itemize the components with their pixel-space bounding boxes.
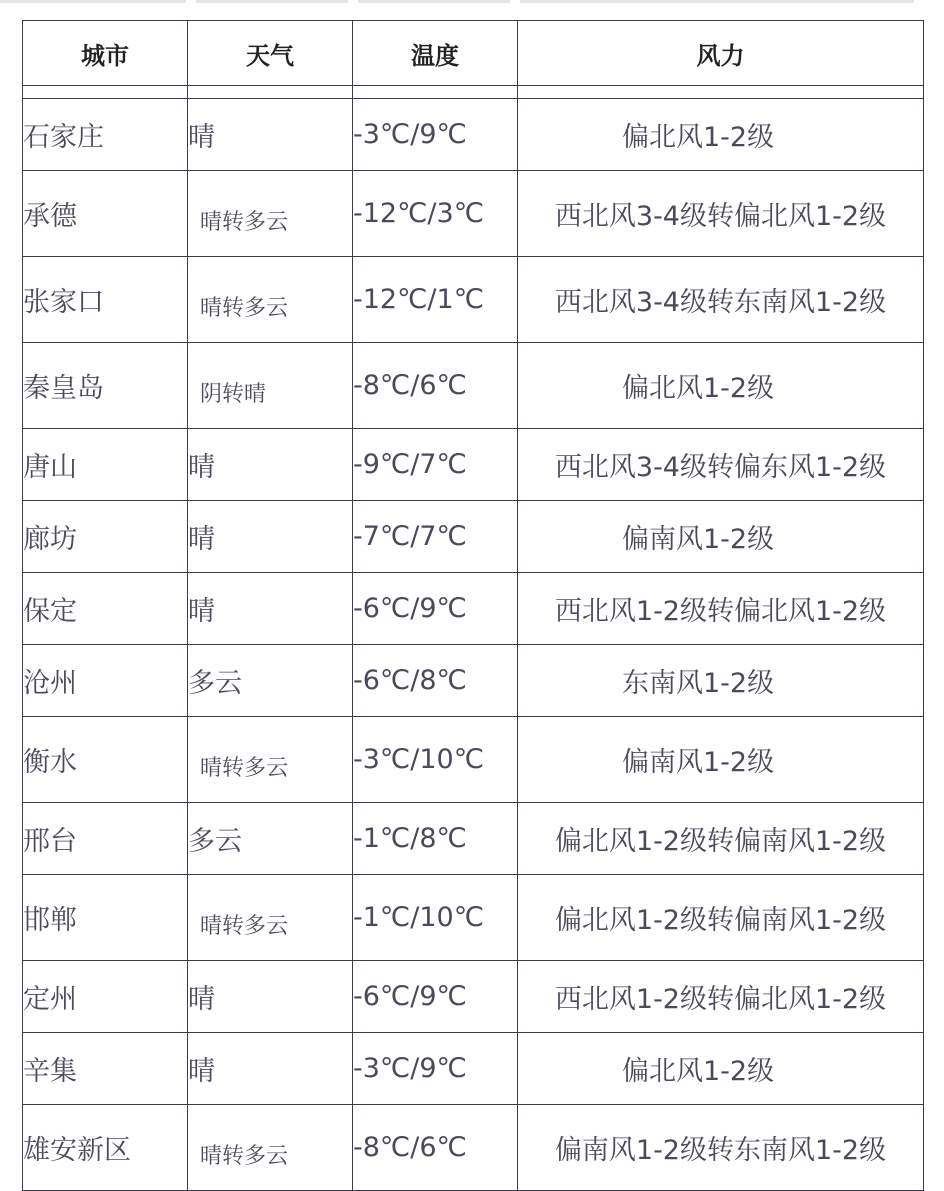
weather-forecast-table (22, 20, 924, 1191)
table-row (23, 875, 924, 961)
temperature-cell: -3℃/9℃ (353, 99, 518, 171)
weather-cell: 晴转多云 (188, 257, 353, 343)
city-cell: 张家口 (23, 257, 188, 343)
weather-cell: 晴 (188, 99, 353, 171)
city-cell: 邢台 (23, 803, 188, 875)
wind-cell: 偏北风1-2级 (518, 343, 924, 429)
weather-cell: 晴 (188, 573, 353, 645)
city-cell: 定州 (23, 961, 188, 1033)
table-body (23, 86, 924, 1191)
weather-cell: 晴转多云 (188, 1105, 353, 1191)
temperature-cell: -8℃/6℃ (353, 343, 518, 429)
wind-cell: 偏北风1-2级 (518, 1033, 924, 1105)
wind-cell: 西北风3-4级转东南风1-2级 (518, 257, 924, 343)
table-row (23, 645, 924, 717)
weather-cell: 晴 (188, 429, 353, 501)
city-cell: 承德 (23, 171, 188, 257)
city-cell: 辛集 (23, 1033, 188, 1105)
header-weather: 天气 (188, 21, 353, 86)
header-temperature: 温度 (353, 21, 518, 86)
wind-cell: 西北风3-4级转偏东风1-2级 (518, 429, 924, 501)
top-divider (0, 0, 944, 4)
header-spacer (23, 86, 924, 99)
wind-cell: 偏北风1-2级 (518, 99, 924, 171)
table-header-row (23, 21, 924, 86)
table-row (23, 573, 924, 645)
city-cell: 廊坊 (23, 501, 188, 573)
table-row (23, 1105, 924, 1191)
weather-cell: 阴转晴 (188, 343, 353, 429)
city-cell: 衡水 (23, 717, 188, 803)
wind-cell: 偏南风1-2级 (518, 501, 924, 573)
header-wind: 风力 (518, 21, 924, 86)
weather-cell: 多云 (188, 645, 353, 717)
temperature-cell: -3℃/9℃ (353, 1033, 518, 1105)
table-row (23, 1033, 924, 1105)
temperature-cell: -6℃/9℃ (353, 573, 518, 645)
table-row (23, 717, 924, 803)
temperature-cell: -9℃/7℃ (353, 429, 518, 501)
wind-cell: 偏南风1-2级 (518, 717, 924, 803)
city-cell: 邯郸 (23, 875, 188, 961)
table-row (23, 961, 924, 1033)
table-row (23, 803, 924, 875)
city-cell: 雄安新区 (23, 1105, 188, 1191)
weather-cell: 晴转多云 (188, 171, 353, 257)
table-row (23, 99, 924, 171)
wind-cell: 偏北风1-2级转偏南风1-2级 (518, 803, 924, 875)
city-cell: 沧州 (23, 645, 188, 717)
weather-cell: 晴转多云 (188, 717, 353, 803)
temperature-cell: -1℃/10℃ (353, 875, 518, 961)
table-row (23, 257, 924, 343)
city-cell: 秦皇岛 (23, 343, 188, 429)
weather-cell: 晴 (188, 1033, 353, 1105)
table-row (23, 429, 924, 501)
city-cell: 唐山 (23, 429, 188, 501)
table-row (23, 501, 924, 573)
temperature-cell: -3℃/10℃ (353, 717, 518, 803)
table-row (23, 171, 924, 257)
wind-cell: 西北风1-2级转偏北风1-2级 (518, 573, 924, 645)
temperature-cell: -12℃/3℃ (353, 171, 518, 257)
weather-cell: 晴转多云 (188, 875, 353, 961)
city-cell: 石家庄 (23, 99, 188, 171)
temperature-cell: -1℃/8℃ (353, 803, 518, 875)
wind-cell: 东南风1-2级 (518, 645, 924, 717)
weather-cell: 晴 (188, 961, 353, 1033)
temperature-cell: -7℃/7℃ (353, 501, 518, 573)
temperature-cell: -8℃/6℃ (353, 1105, 518, 1191)
weather-cell: 多云 (188, 803, 353, 875)
weather-cell: 晴 (188, 501, 353, 573)
header-city: 城市 (23, 21, 188, 86)
temperature-cell: -6℃/8℃ (353, 645, 518, 717)
wind-cell: 偏南风1-2级转东南风1-2级 (518, 1105, 924, 1191)
city-cell: 保定 (23, 573, 188, 645)
temperature-cell: -12℃/1℃ (353, 257, 518, 343)
wind-cell: 偏北风1-2级转偏南风1-2级 (518, 875, 924, 961)
temperature-cell: -6℃/9℃ (353, 961, 518, 1033)
wind-cell: 西北风3-4级转偏北风1-2级 (518, 171, 924, 257)
wind-cell: 西北风1-2级转偏北风1-2级 (518, 961, 924, 1033)
table-row (23, 343, 924, 429)
